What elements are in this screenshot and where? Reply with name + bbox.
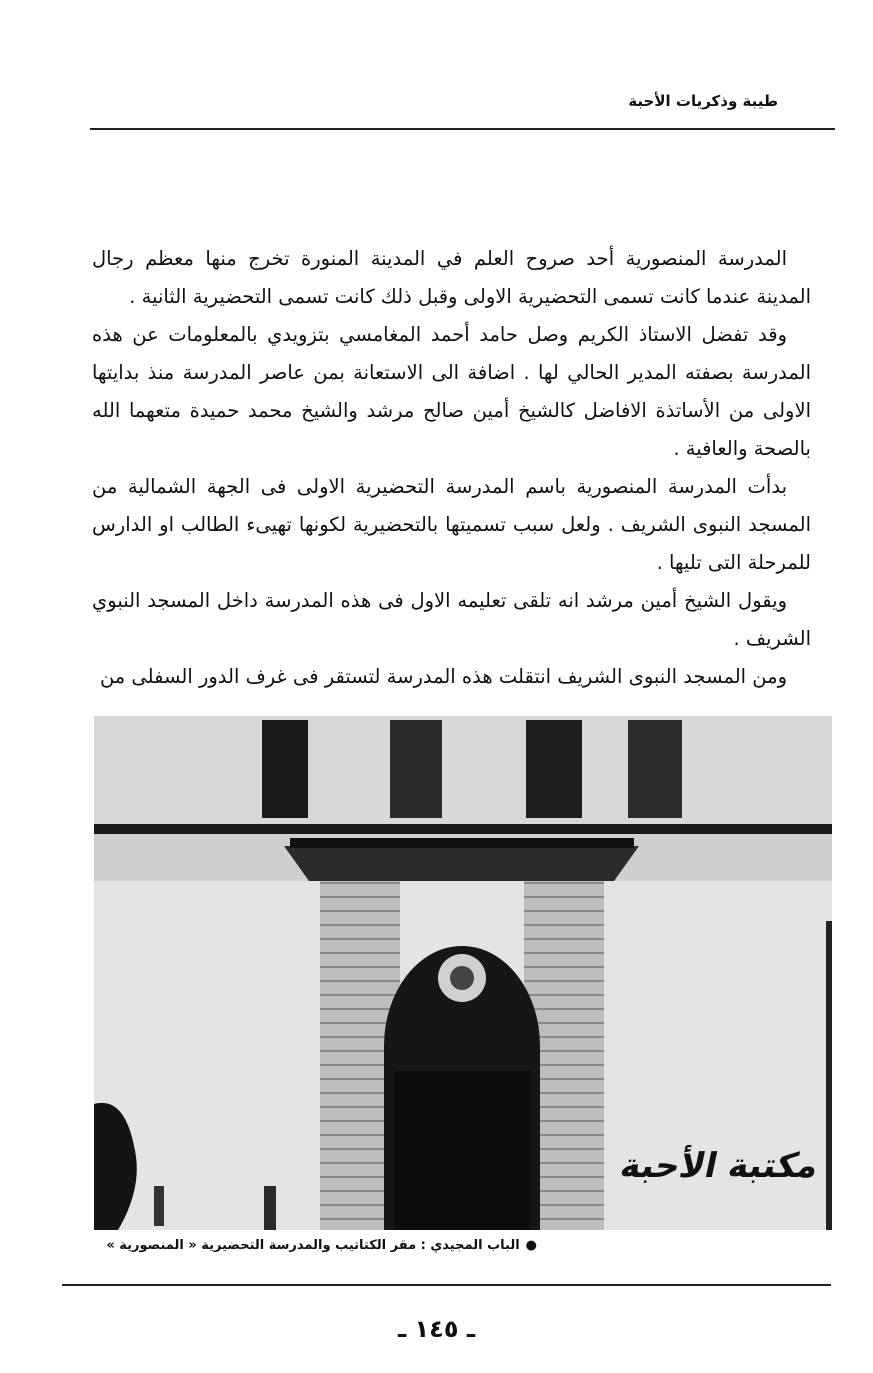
running-title: طيبة وذكريات الأحبة — [628, 92, 778, 110]
paragraph-2: وقد تفضل الاستاذ الكريم وصل حامد أحمد المغامسي بتزويدي بالمعلومات عن هذه المدرسة بصفته المدير الحالي لها . اضافة الى الاستعانة بمن عاصر المدرسة منذ بدايتها الاولى من الأساتذة الافاضل كالشيخ أمين صالح مرشد والشيخ محمد حميدة متعهما الله بالصحة والعافية . — [92, 323, 811, 460]
library-signature: مكتبة الأحبة — [616, 1146, 823, 1186]
body-text — [92, 240, 811, 696]
photo-caption — [106, 1238, 537, 1253]
bullet-icon: ● — [525, 1238, 537, 1253]
page-number: ـ ١٤٥ ـ — [397, 1315, 476, 1343]
paragraph-3: بدأت المدرسة المنصورية باسم المدرسة التحضيرية الاولى فى الجهة الشمالية من المسجد النبوى الشريف . ولعل سبب تسميتها بالتحضيرية لكونها تهيىء الطالب او الدارس للمرحلة التى تليها . — [92, 475, 811, 574]
caption-text: الباب المجيدي : مقر الكتاتيب والمدرسة التحضيرية « المنصورية » — [106, 1238, 520, 1253]
building-gate-photo — [94, 716, 832, 1230]
paragraph-5: ومن المسجد النبوى الشريف انتقلت هذه المدرسة لتستقر فى غرف الدور السفلى من — [99, 665, 787, 688]
header-rule — [90, 128, 835, 130]
paragraph-4: ويقول الشيخ أمين مرشد انه تلقى تعليمه الاول فى هذه المدرسة داخل المسجد النبوي الشريف . — [92, 589, 811, 650]
footer-rule — [62, 1284, 831, 1286]
paragraph-1: المدرسة المنصورية أحد صروح العلم في المدينة المنورة تخرج منها معظم رجال المدينة عندما كانت تسمى التحضيرية الاولى وقبل ذلك كانت تسمى التحضيرية الثانية . — [92, 247, 811, 308]
